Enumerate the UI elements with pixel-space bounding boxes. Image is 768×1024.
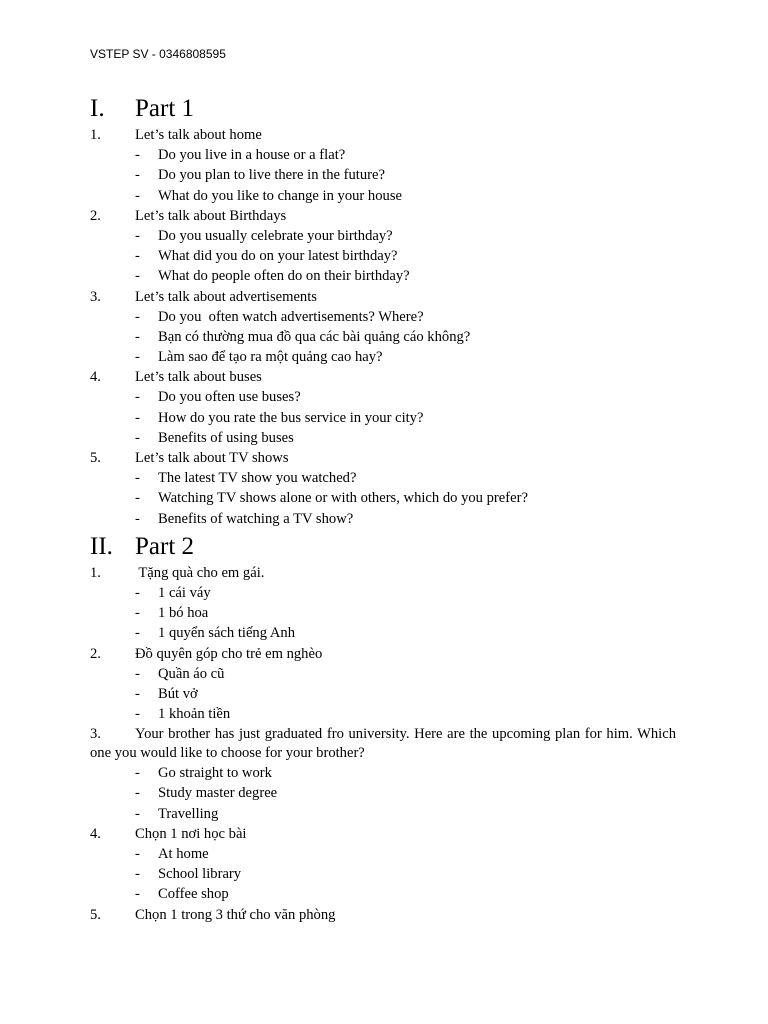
question-item: [90, 287, 676, 307]
bullet-dash: -: [135, 685, 140, 702]
bullet-dash: -: [135, 349, 140, 366]
question-item: [90, 824, 676, 844]
question-item: [90, 206, 676, 226]
sub-question: [90, 468, 676, 488]
sub-question-text: Travelling: [158, 805, 219, 822]
bullet-dash: -: [135, 328, 140, 345]
part-2-numeral: II.: [90, 532, 113, 560]
bullet-dash: -: [135, 866, 140, 883]
bullet-dash: -: [135, 308, 140, 325]
sub-question: [90, 165, 676, 185]
bullet-dash: -: [135, 409, 140, 426]
bullet-dash: -: [135, 167, 140, 184]
item-topic: Chọn 1 trong 3 thứ cho văn phòng: [135, 906, 336, 923]
item-number: 1.: [90, 127, 101, 143]
sub-question-text: What do you like to change in your house: [158, 187, 402, 204]
sub-question: [90, 804, 676, 824]
sub-question-text: Go straight to work: [158, 765, 272, 782]
bullet-dash: -: [135, 510, 140, 527]
part-1-numeral: I.: [90, 95, 105, 122]
item-number: 1.: [90, 564, 101, 581]
item-topic: Let’s talk about TV shows: [135, 450, 289, 466]
question-item: [90, 367, 676, 387]
sub-question: [90, 408, 676, 428]
sub-question: [90, 428, 676, 448]
sub-question: [90, 266, 676, 286]
bullet-dash: -: [135, 805, 140, 822]
sub-question: [90, 583, 676, 603]
item-number: 3.: [90, 726, 101, 743]
sub-question-text: Do you plan to live there in the future?: [158, 167, 385, 184]
item-topic: Đồ quyên góp cho trẻ em nghèo: [135, 645, 323, 662]
part-2-heading: [90, 531, 676, 563]
bullet-dash: -: [135, 248, 140, 265]
sub-question: [90, 623, 676, 643]
sub-question-text: Coffee shop: [158, 886, 229, 903]
sub-question: [90, 704, 676, 724]
sub-question: [90, 226, 676, 246]
item-number: 2.: [90, 207, 101, 224]
page-header: VSTEP SV - 0346808595: [90, 47, 226, 61]
bullet-dash: -: [135, 706, 140, 723]
sub-question-text: Do you usually celebrate your birthday?: [158, 227, 393, 244]
item-number: 5.: [90, 450, 101, 466]
item-number: 2.: [90, 645, 101, 662]
item-topic: Chọn 1 nơi học bài: [135, 825, 247, 842]
sub-question-text: 1 cái váy: [158, 584, 211, 601]
sub-question-text: 1 bó hoa: [158, 605, 209, 622]
sub-question-text: How do you rate the bus service in your city?: [158, 409, 424, 426]
part-1-title: Part 1: [135, 95, 195, 122]
sub-question: [90, 684, 676, 704]
item-topic: Tặng quà cho em gái.: [135, 564, 265, 581]
question-item: [90, 644, 676, 664]
bullet-dash: -: [135, 584, 140, 601]
bullet-dash: -: [135, 665, 140, 682]
bullet-dash: -: [135, 147, 140, 164]
bullet-dash: -: [135, 625, 140, 642]
sub-question: [90, 783, 676, 803]
sub-question-text: Quần áo cũ: [158, 665, 225, 682]
sub-question: [90, 387, 676, 407]
question-item: [90, 724, 676, 763]
item-number: 3.: [90, 288, 101, 305]
sub-question: [90, 864, 676, 884]
item-number: 5.: [90, 906, 101, 923]
sub-question-text: What do people often do on their birthday?: [158, 268, 410, 285]
bullet-dash: -: [135, 389, 140, 406]
sub-question-text: 1 khoản tiền: [158, 706, 231, 723]
sub-question: [90, 844, 676, 864]
question-item: [90, 125, 676, 145]
item-topic: Your brother has just graduated fro university. Here are the upcoming plan for him. Which one you would like to choose for your brother?: [90, 726, 676, 761]
sub-question-text: Watching TV shows alone or with others, which do you prefer?: [158, 490, 528, 507]
sub-question: [90, 763, 676, 783]
sub-question-text: School library: [158, 866, 242, 883]
sub-question-text: Study master degree: [158, 785, 278, 802]
part-1-heading: [90, 93, 676, 125]
part-2-list: [90, 563, 676, 925]
sub-question: [90, 307, 676, 327]
part-1-list: [90, 125, 676, 529]
item-topic: Let’s talk about Birthdays: [135, 207, 287, 224]
bullet-dash: -: [135, 846, 140, 862]
bullet-dash: -: [135, 765, 140, 782]
sub-question-text: Làm sao để tạo ra một quảng cao hay?: [158, 349, 383, 366]
part-2-title: Part 2: [135, 532, 195, 560]
document-body: [90, 93, 676, 925]
item-topic: Let’s talk about home: [135, 127, 262, 143]
sub-question: [90, 488, 676, 508]
bullet-dash: -: [135, 886, 140, 903]
sub-question-text: 1 quyển sách tiếng Anh: [158, 625, 295, 642]
sub-question: [90, 664, 676, 684]
bullet-dash: -: [135, 227, 140, 244]
sub-question: [90, 246, 676, 266]
sub-question-text: Do you live in a house or a flat?: [158, 147, 346, 164]
question-item: [90, 563, 676, 583]
sub-question-text: Bạn có thường mua đồ qua các bài quảng cáo không?: [158, 328, 471, 345]
bullet-dash: -: [135, 268, 140, 285]
sub-question: [90, 327, 676, 347]
sub-question: [90, 884, 676, 904]
sub-question-text: What did you do on your latest birthday?: [158, 248, 398, 265]
bullet-dash: -: [135, 490, 140, 507]
item-topic: Let’s talk about buses: [135, 369, 262, 386]
sub-question-text: Benefits of watching a TV show?: [158, 510, 354, 527]
sub-question: [90, 145, 676, 165]
sub-question-text: Benefits of using buses: [158, 429, 294, 446]
sub-question: [90, 509, 676, 529]
sub-question: [90, 186, 676, 206]
sub-question-text: Do you often watch advertisements? Where?: [158, 308, 424, 325]
sub-question: [90, 603, 676, 623]
bullet-dash: -: [135, 187, 140, 204]
bullet-dash: -: [135, 429, 140, 446]
sub-question-text: Do you often use buses?: [158, 389, 301, 406]
sub-question-text: At home: [158, 846, 209, 862]
question-item: [90, 905, 676, 925]
question-item: [90, 448, 676, 468]
bullet-dash: -: [135, 470, 140, 487]
item-number: 4.: [90, 369, 101, 386]
bullet-dash: -: [135, 605, 140, 622]
sub-question: [90, 347, 676, 367]
item-topic: Let’s talk about advertisements: [135, 288, 317, 305]
bullet-dash: -: [135, 785, 140, 802]
item-number: 4.: [90, 825, 101, 842]
sub-question-text: Bút vở: [158, 685, 198, 702]
sub-question-text: The latest TV show you watched?: [158, 470, 357, 487]
